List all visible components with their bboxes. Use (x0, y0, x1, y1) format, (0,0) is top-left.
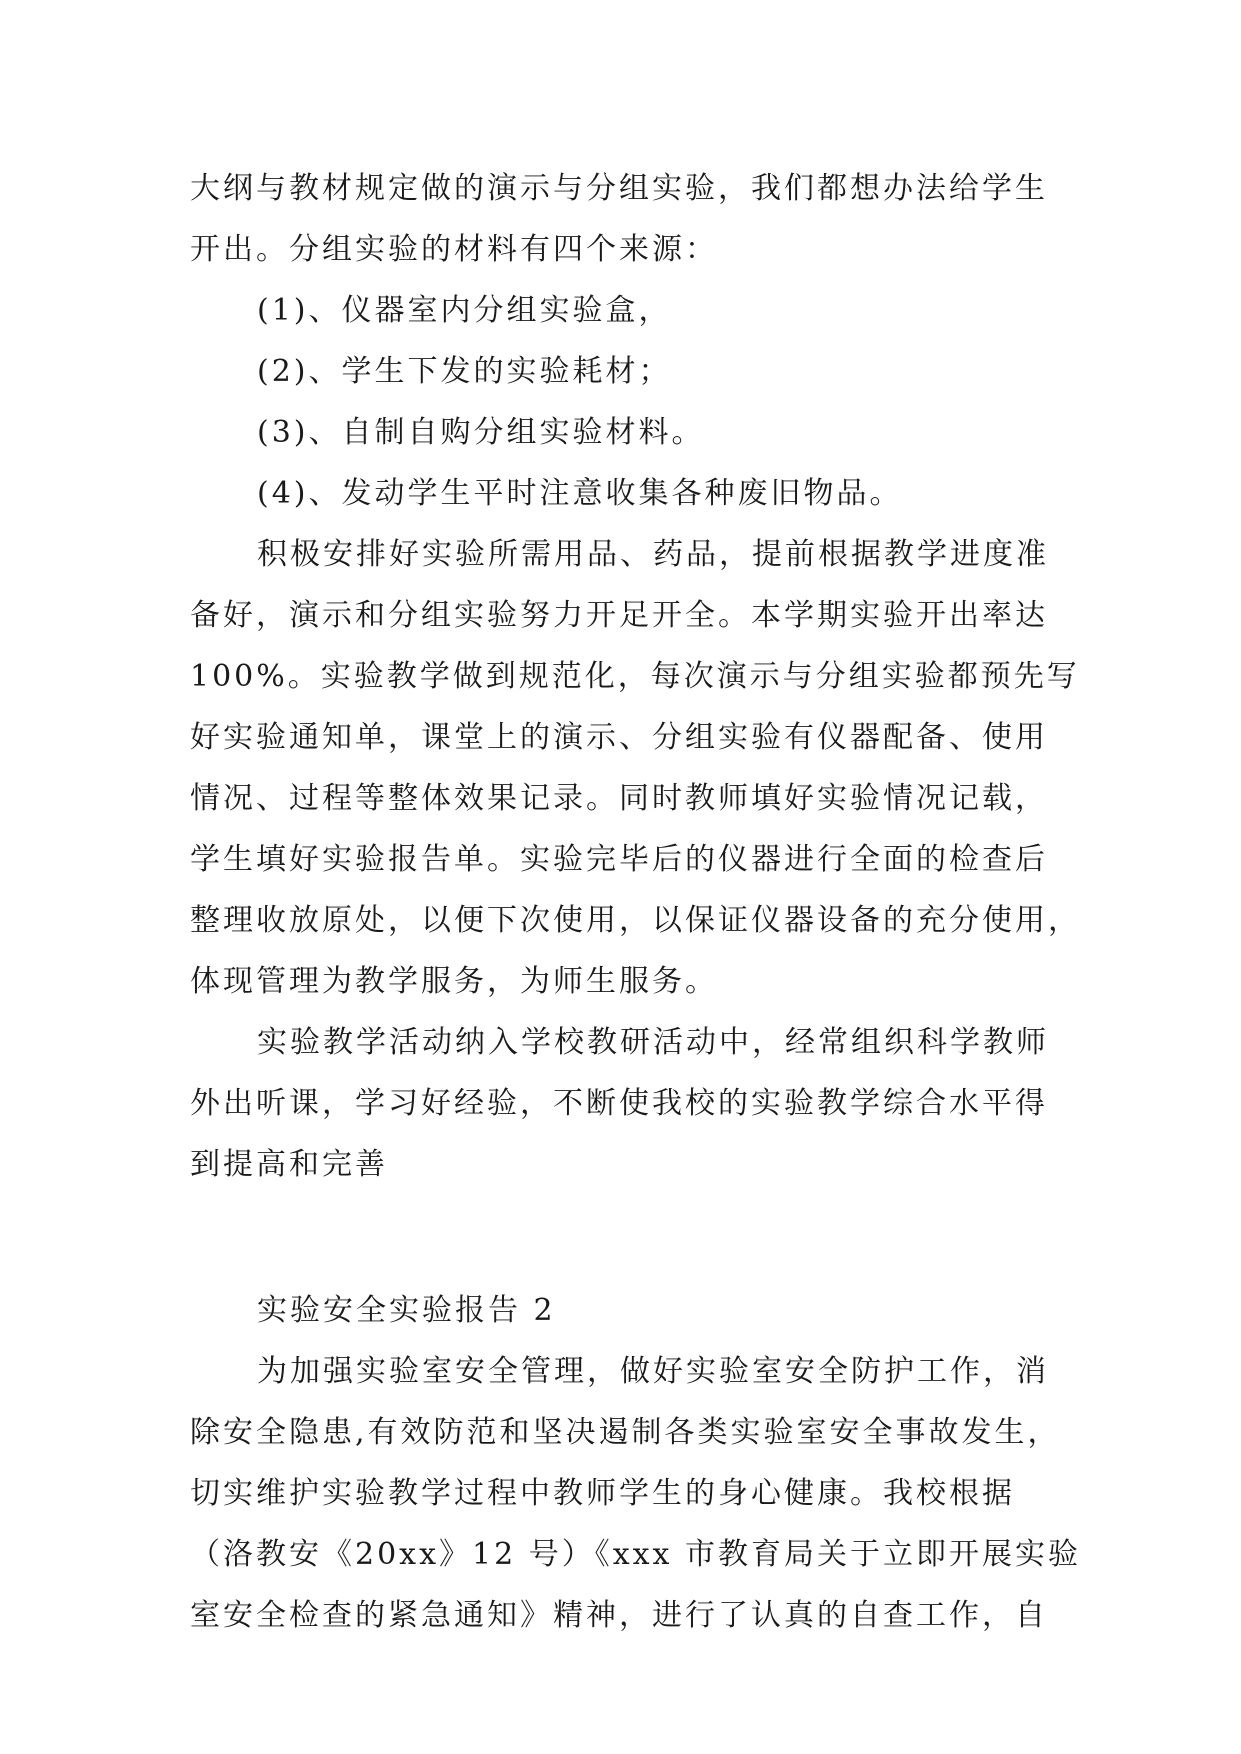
text-line: 好实验通知单，课堂上的演示、分组实验有仪器配备、使用 (190, 720, 1048, 755)
text-line: (4)、发动学生平时注意收集各种废旧物品。 (257, 476, 903, 511)
text-line: 100%。实验教学做到规范化，每次演示与分组实验都预先写 (190, 659, 1080, 694)
text-line: 室安全检查的紧急通知》精神，进行了认真的自查工作，自 (190, 1598, 1048, 1633)
text-line: 备好，演示和分组实验努力开足开全。本学期实验开出率达 (190, 598, 1048, 633)
text-line: 除安全隐患,有效防范和坚决遏制各类实验室安全事故发生， (190, 1415, 1061, 1450)
document-page (190, 158, 1082, 1646)
text-line: (2)、学生下发的实验耗材； (257, 354, 672, 389)
text-line: 外出听课，学习好经验，不断使我校的实验教学综合水平得 (190, 1086, 1048, 1121)
text-line: 体现管理为教学服务，为师生服务。 (190, 964, 718, 999)
text-line: 切实维护实验教学过程中教师学生的身心健康。我校根据 (190, 1476, 1015, 1511)
text-line: (1)、仪器室内分组实验盒， (257, 293, 672, 328)
text-line: 学生填好实验报告单。实验完毕后的仪器进行全面的检查后 (190, 842, 1048, 877)
text-line: （洛教安《20xx》12 号）《xxx 市教育局关于立即开展实验 (190, 1537, 1082, 1572)
text-line: 整理收放原处，以便下次使用，以保证仪器设备的充分使用， (190, 903, 1081, 938)
text-line: 实验教学活动纳入学校教研活动中，经常组织科学教师 (257, 1025, 1049, 1060)
text-line: 大纲与教材规定做的演示与分组实验，我们都想办法给学生 (190, 171, 1048, 206)
text-line: 为加强实验室安全管理，做好实验室安全防护工作，消 (257, 1354, 1049, 1389)
text-line: (3)、自制自购分组实验材料。 (257, 415, 705, 450)
text-line: 积极安排好实验所需用品、药品，提前根据教学进度准 (257, 537, 1049, 572)
section-title: 实验安全实验报告 2 (257, 1293, 556, 1328)
body-text-block-1 (190, 158, 1081, 1195)
body-text-block-2 (190, 1341, 1082, 1646)
text-line: 情况、过程等整体效果记录。同时教师填好实验情况记载， (190, 781, 1048, 816)
text-line: 开出。分组实验的材料有四个来源： (190, 232, 718, 267)
section-gap (190, 1195, 1070, 1280)
text-line: 到提高和完善 (190, 1147, 388, 1182)
